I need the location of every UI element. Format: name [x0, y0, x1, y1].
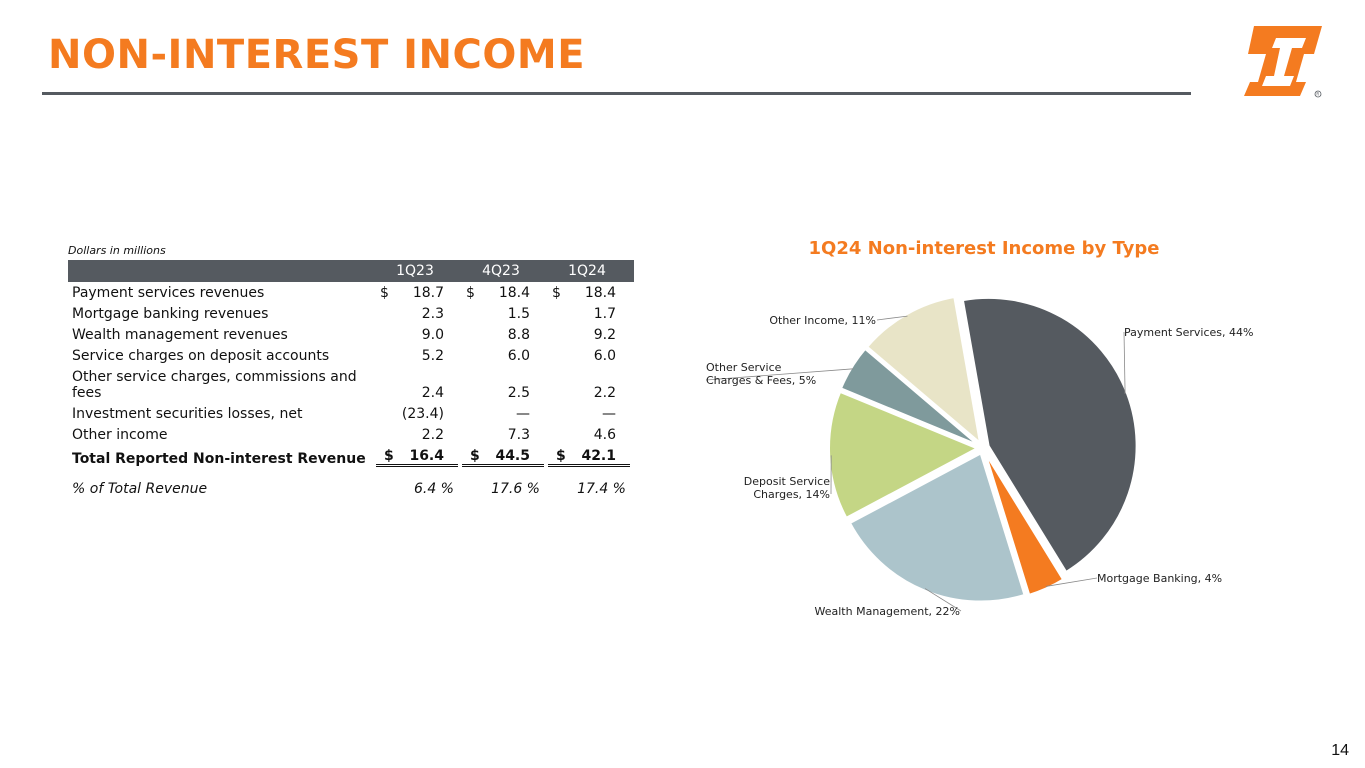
cell-value: 18.4: [584, 285, 616, 301]
currency-symbol: $: [466, 285, 475, 301]
cell-value: 17.6 %: [491, 481, 540, 497]
cell-value: 2.5: [507, 385, 530, 401]
table-row: [68, 303, 634, 324]
cell-value: 42.1: [564, 448, 630, 467]
cell-value: 2.3: [421, 306, 444, 322]
cell-value: 2.2: [593, 385, 616, 401]
cell-value: 1.7: [593, 306, 616, 322]
units-note: Dollars in millions: [68, 244, 166, 257]
column-header: 1Q24: [568, 263, 606, 279]
cell-value: 44.5: [478, 448, 544, 467]
currency-symbol: $: [548, 448, 564, 467]
row-label: Investment securities losses, net: [72, 406, 303, 422]
table-row: [68, 403, 634, 424]
row-label: Total Reported Non-interest Revenue: [72, 451, 366, 467]
financial-table: [68, 244, 634, 499]
table-row: [68, 324, 634, 345]
table-body: [68, 282, 634, 499]
cell-value: 8.8: [507, 327, 530, 343]
pie-chart: [690, 280, 1300, 640]
row-label: % of Total Revenue: [72, 481, 208, 497]
slice-label: Mortgage Banking, 4%: [1097, 572, 1223, 585]
cell-value: 9.2: [593, 327, 616, 343]
column-header: 1Q23: [396, 263, 434, 279]
row-label: Mortgage banking revenues: [72, 306, 269, 322]
cell-value: 6.0: [507, 348, 530, 364]
slice-label: Wealth Management, 22%: [814, 605, 960, 618]
cell-value: 6.0: [593, 348, 616, 364]
table-row: [68, 424, 634, 445]
cell-value: 16.4: [392, 448, 458, 467]
svg-text:R: R: [1316, 91, 1320, 97]
cell-value: 7.3: [507, 427, 530, 443]
cell-value: —: [602, 406, 616, 422]
table-row: [68, 282, 634, 303]
company-logo-icon: [1240, 24, 1324, 100]
currency-symbol: $: [552, 285, 561, 301]
cell-value: (23.4): [401, 406, 444, 422]
cell-value: 9.0: [421, 327, 444, 343]
table-row: [68, 366, 634, 403]
cell-value: 6.4 %: [413, 481, 454, 497]
cell-value: 17.4 %: [577, 481, 626, 497]
slice-label: Other Income, 11%: [769, 314, 876, 327]
currency-symbol: $: [462, 448, 478, 467]
row-label: Other income: [72, 427, 168, 443]
chart-title: 1Q24 Non-interest Income by Type: [808, 238, 1160, 259]
table-row: [68, 345, 634, 366]
page-title: NON-INTEREST INCOME: [48, 32, 586, 78]
cell-value: 4.6: [593, 427, 616, 443]
cell-value: —: [516, 406, 530, 422]
cell-value: 2.2: [421, 427, 444, 443]
column-header: 4Q23: [482, 263, 520, 279]
page-number: 14: [1331, 742, 1349, 759]
row-label: Payment services revenues: [72, 285, 265, 301]
slice-label: Other Service Charges & Fees, 5%: [706, 361, 817, 387]
cell-value: 18.7: [412, 285, 444, 301]
total-row: [68, 445, 634, 469]
percent-row: [68, 477, 634, 499]
slice-label: Deposit Service Charges, 14%: [743, 475, 830, 501]
row-label: Wealth management revenues: [72, 327, 288, 343]
cell-value: 18.4: [498, 285, 530, 301]
cell-value: 2.4: [421, 385, 444, 401]
title-divider: [42, 92, 1191, 95]
row-label: Other service charges, commissions and fees: [72, 369, 357, 401]
cell-value: 1.5: [507, 306, 530, 322]
row-label: Service charges on deposit accounts: [72, 348, 330, 364]
slice-label: Payment Services, 44%: [1124, 326, 1254, 339]
table-header: [68, 260, 634, 282]
currency-symbol: $: [380, 285, 389, 301]
currency-symbol: $: [376, 448, 392, 467]
cell-value: 5.2: [421, 348, 444, 364]
